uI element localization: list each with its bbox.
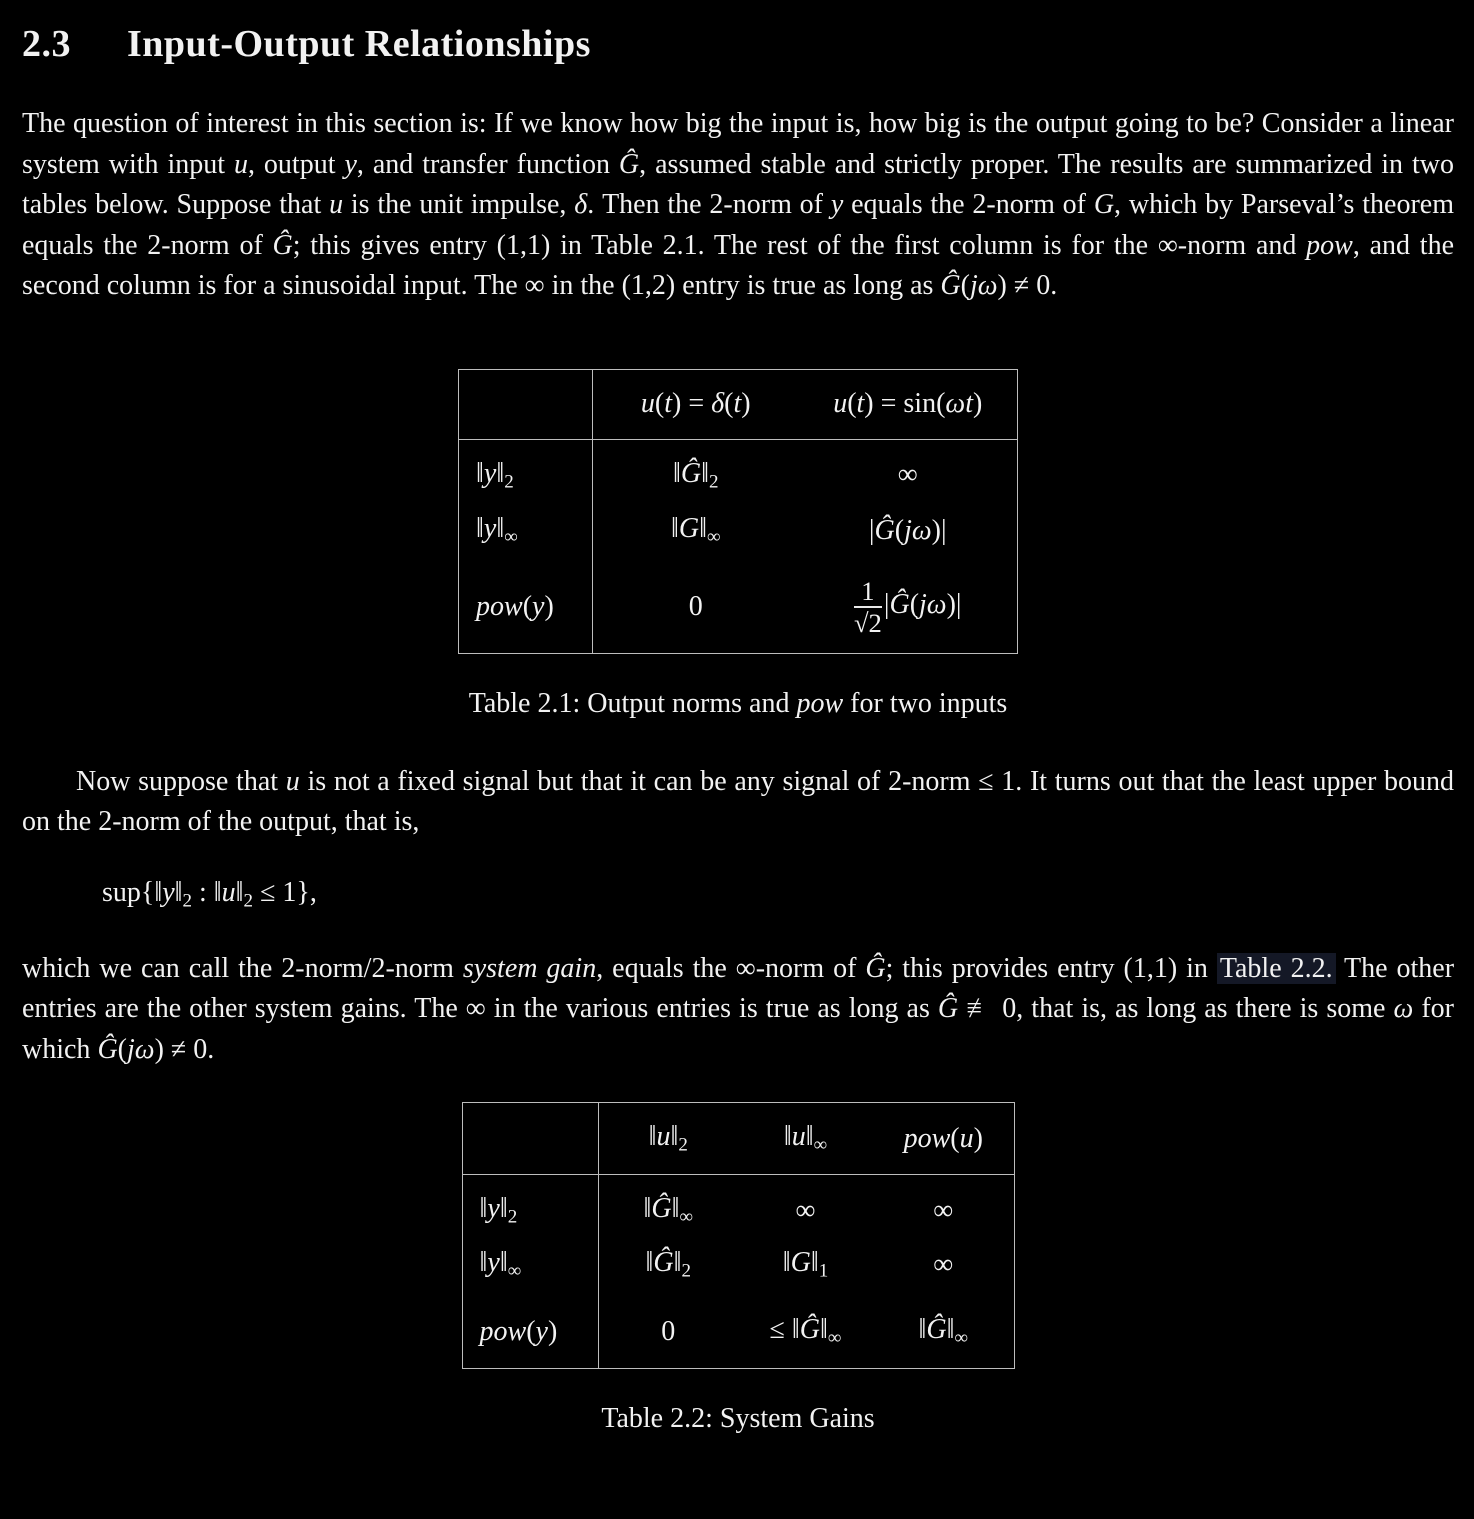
table-2-2-cell-1-3: ∞	[933, 1194, 954, 1226]
table-2-1-cell-3-2: $\frac{1}{√2}$ |Ĝ(jω)|	[853, 575, 962, 638]
fraction: $\frac{1}{√2}$	[853, 575, 882, 638]
table-row	[459, 561, 1018, 653]
table-2-1-row-label-powy: pow(y)	[459, 561, 593, 653]
table-2-1-header-row	[459, 369, 1018, 439]
table-2-2-row-label-powy: pow(y)	[462, 1295, 598, 1369]
table-2-1-cell-2-2: |Ĝ(jω)|	[868, 514, 947, 546]
table-2-1-cell-1-1: $‖Ĝ‖_2$	[673, 457, 719, 492]
table-2-2-cell-3-3: $‖Ĝ‖_\infty$	[918, 1313, 969, 1349]
table-2-1-col-header-impulse: u(t) = δ(t)	[640, 388, 751, 419]
table-2-2-cell-2-2: $‖G‖_1$	[782, 1247, 829, 1282]
table-2-2-header-row	[462, 1103, 1014, 1175]
table-2-1-cell-2-1: $‖G‖_\infty$	[670, 512, 721, 548]
paragraph-system-gain: which we can call the 2-norm/2-norm system gain, equals the ∞-norm of Ĝ; this provides entry (1,1) in Table 2.2. The other entries are the other system gains. The ∞ in the various entries is true as long as Ĝ ≢ 0, that is, as long as there is some ω for which Ĝ(jω) ≠ 0.	[22, 952, 1455, 1065]
table-2-2-cell-2-1: $‖Ĝ‖_2$	[645, 1247, 691, 1282]
table-2-2-col-header-powu: pow(u)	[903, 1122, 983, 1154]
table-2-1-row-label-y2norm: $‖y‖_2$	[459, 439, 593, 500]
table-2-2-cell-1-1: $‖Ĝ‖_\infty$	[643, 1192, 694, 1228]
table-2-1-cell-3-1: 0	[688, 590, 703, 622]
table-2-2	[462, 1102, 1015, 1369]
table-row	[462, 1235, 1014, 1295]
paragraph-2norm-signal: Now suppose that u is not a fixed signal but that it can be any signal of 2-norm ≤ 1. It turns out that the least upper bound on the 2-norm of the output, that is,	[22, 765, 1454, 837]
table-row	[462, 1175, 1014, 1235]
section-heading	[22, 22, 1454, 66]
section-title: Input-Output Relationships	[127, 23, 591, 65]
table-row	[459, 500, 1018, 561]
table-2-2-col-header-u2norm: $‖u‖_2$	[648, 1121, 688, 1156]
paragraph-intro: The question of interest in this section is: If we know how big the input is, how big is the output going to be? Consider a linear system with input u, output y, and transfer function Ĝ, assumed stable and strictly proper. The results are summarized in two tables below. Suppose that u is the unit impulse, δ. Then the 2-norm of y equals the 2-norm of G, which by Parseval’s theorem equals the 2-norm of Ĝ; this gives entry (1,1) in Table 2.1. The rest of the first column is for the ∞-norm and pow, and the second column is for a sinusoidal input. The ∞ in the (1,2) entry is true as long as Ĝ(jω) ≠ 0.	[22, 108, 1454, 301]
table-2-2-cell-1-2: ∞	[795, 1194, 816, 1226]
table-2-2-cell-3-1: 0	[661, 1315, 676, 1347]
table-row	[459, 439, 1018, 500]
table-2-2-col-header-uinfnorm: $‖u‖_\infty$	[783, 1121, 828, 1156]
table-2-2-caption: Table 2.2: System Gains	[601, 1403, 875, 1435]
table-2-1-cell-1-2: ∞	[897, 459, 918, 491]
table-2-1-corner-cell	[459, 369, 593, 439]
table-2-2-row-label-y2norm: $‖y‖_2$	[462, 1175, 598, 1235]
table-2-1-row-label-yinfnorm: $‖y‖_\infty$	[459, 500, 593, 561]
equation-sup-system-gain: $sup\{‖y‖_2$ : $‖u‖_2 \le 1$},	[102, 876, 317, 911]
table-2-1-col-header-sinusoid: u(t) = sin(ωt)	[833, 388, 983, 419]
table-2-1-container	[22, 369, 1454, 654]
table-2-2-row-label-yinfnorm: $‖y‖_\infty$	[462, 1235, 598, 1295]
table-2-2-cell-2-3: ∞	[933, 1248, 954, 1280]
table-2-2-container	[22, 1102, 1454, 1369]
table-row	[462, 1295, 1014, 1369]
table-2-1-caption: Table 2.1: Output norms and pow for two inputs	[468, 687, 1008, 719]
table-2-1	[458, 369, 1018, 654]
table-2-2-reference-link[interactable]: Table 2.2.	[1217, 953, 1336, 984]
table-2-2-corner-cell	[462, 1103, 598, 1175]
table-2-2-cell-3-2: ≤ $‖Ĝ‖_\infty$	[769, 1313, 842, 1349]
section-number: 2.3	[22, 23, 71, 65]
